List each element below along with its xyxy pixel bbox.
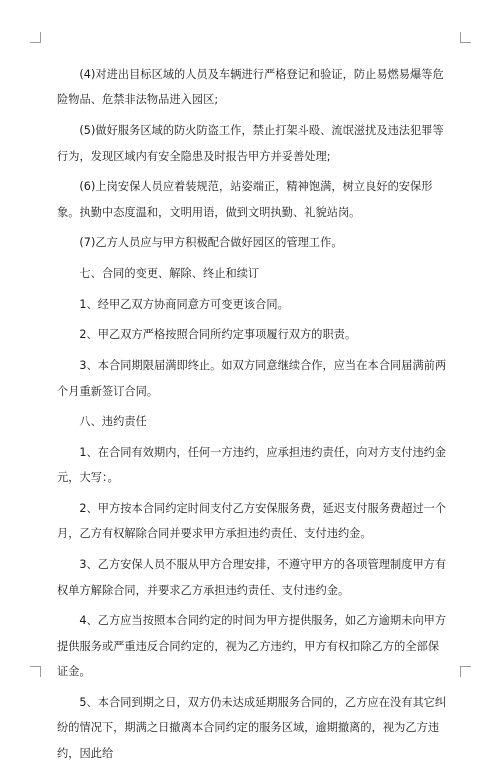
paragraph: (5)做好服务区域的防火防盗工作，禁止打架斗殴、流氓滋扰及违法犯罪等行为，发现区域内有安全隐患及时报告甲方并妥善处理; bbox=[57, 124, 444, 163]
paragraph: (6)上岗安保人员应着装规范，站姿端正，精神饱满，树立良好的安保形象。执勤中态度温和，文明用语，做到文明执勤、礼貌站岗。 bbox=[57, 180, 433, 219]
paragraph: 5、本合同到期之日，双方仍未达成延期服务合同的，乙方应在没有其它纠纷的情况下，期满之日撤离本合同约定的服务区域，逾期撤离的，视为乙方违约，因此给 bbox=[57, 695, 447, 760]
crop-mark-bottom-right bbox=[460, 666, 471, 677]
crop-mark-bottom-left bbox=[30, 666, 41, 677]
paragraph: 2、甲方按本合同约定时间支付乙方安保服务费，延迟支付服务费超过一个月，乙方有权解除合同并要求甲方承担违约责任、支付违约金。 bbox=[57, 502, 447, 541]
paragraph: (4)对进出目标区域的人员及车辆进行严格登记和验证，防止易燃易爆等危险物品、危禁非法物品进入园区; bbox=[57, 68, 444, 107]
paragraph: 1、经甲乙双方协商同意方可变更该合同。 bbox=[79, 297, 289, 311]
document-body bbox=[57, 62, 447, 771]
paragraph: 3、本合同期限届满即终止。如双方同意继续合作，应当在本合同届满前两个月重新签订合同。 bbox=[57, 359, 447, 398]
crop-mark-top-left bbox=[30, 32, 41, 43]
paragraph: 2、甲乙双方严格按照合同所约定事项履行双方的职责。 bbox=[79, 328, 357, 342]
section-heading: 七、合同的变更、解除、终止和续订 bbox=[79, 267, 260, 281]
paragraph: 4、乙方应当按照本合同约定的时间为甲方提供服务，如乙方逾期未向甲方提供服务或严重违反合同约定的，视为乙方违约，甲方有权扣除乙方的全部保证金。 bbox=[57, 614, 447, 679]
crop-mark-top-right bbox=[460, 32, 471, 43]
paragraph: (7)乙方人员应与甲方积极配合做好园区的管理工作。 bbox=[79, 236, 343, 250]
section-heading: 八、违约责任 bbox=[79, 415, 147, 429]
paragraph: 1、在合同有效期内，任何一方违约，应承担违约责任，向对方支付违约金元，大写：。 bbox=[57, 445, 447, 485]
paragraph: 3、乙方安保人员不服从甲方合理安排，不遵守甲方的各项管理制度甲方有权单方解除合同，并要求乙方承担违约责任、支付违约金。 bbox=[57, 558, 447, 597]
